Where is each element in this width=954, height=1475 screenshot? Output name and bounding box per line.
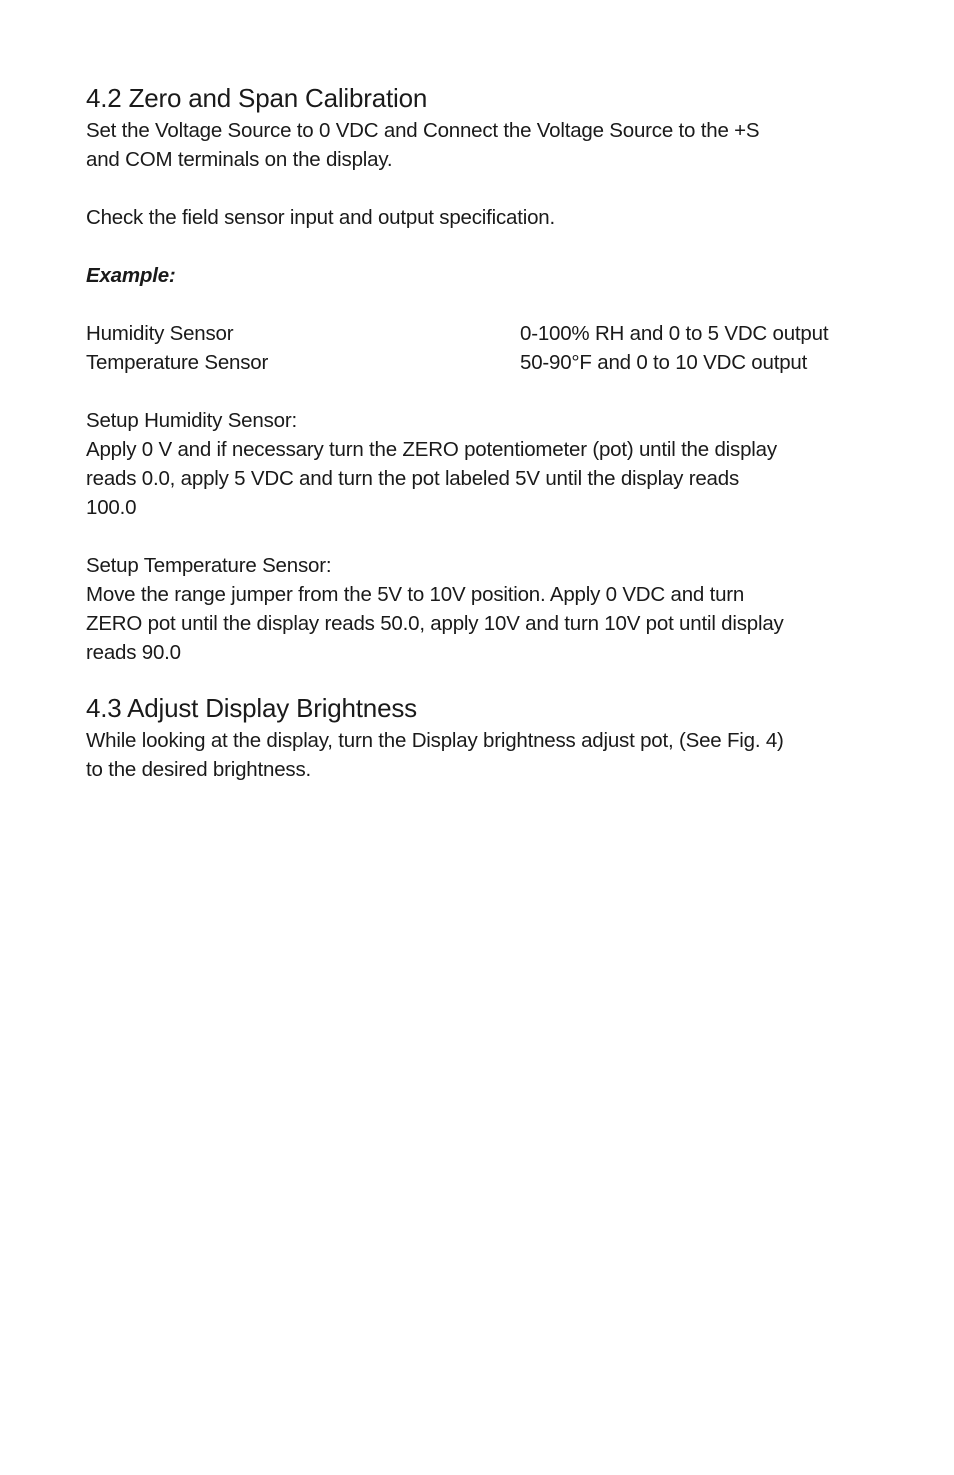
brightness-text — [86, 726, 876, 784]
example-label: Example: — [86, 264, 176, 287]
sensor-row — [86, 319, 828, 348]
intro-text — [86, 116, 876, 174]
temperature-setup-title: Setup Temperature Sensor: — [86, 554, 332, 577]
brightness-line: to the desired brightness. — [86, 758, 311, 781]
check-spec-text: Check the field sensor input and output specification. — [86, 206, 555, 229]
temperature-setup — [86, 551, 876, 667]
sensor-spec-table — [86, 319, 828, 377]
humidity-setup-line: reads 0.0, apply 5 VDC and turn the pot labeled 5V until the display reads — [86, 467, 740, 490]
sensor-spec: 0-100% RH and 0 to 5 VDC output — [520, 322, 829, 345]
humidity-setup-line: Apply 0 V and if necessary turn the ZERO potentiometer (pot) until the display — [86, 438, 777, 461]
sensor-row — [86, 348, 828, 377]
humidity-setup-line: 100.0 — [86, 496, 137, 519]
brightness-line: While looking at the display, turn the Display brightness adjust pot, (See Fig. 4) — [86, 729, 784, 752]
section-heading-brightness: 4.3 Adjust Display Brightness — [86, 693, 417, 723]
sensor-spec: 50-90°F and 0 to 10 VDC output — [520, 351, 808, 374]
sensor-name: Temperature Sensor — [86, 351, 269, 374]
intro-line: Set the Voltage Source to 0 VDC and Connect the Voltage Source to the +S — [86, 119, 760, 142]
humidity-setup — [86, 406, 876, 522]
temperature-setup-line: ZERO pot until the display reads 50.0, apply 10V and turn 10V pot until display — [86, 612, 784, 635]
temperature-setup-line: Move the range jumper from the 5V to 10V position. Apply 0 VDC and turn — [86, 583, 745, 606]
document-page — [86, 80, 876, 784]
temperature-setup-line: reads 90.0 — [86, 641, 181, 664]
sensor-name: Humidity Sensor — [86, 322, 234, 345]
intro-line: and COM terminals on the display. — [86, 148, 393, 171]
section-heading-zero-span: 4.2 Zero and Span Calibration — [86, 83, 428, 113]
humidity-setup-title: Setup Humidity Sensor: — [86, 409, 297, 432]
